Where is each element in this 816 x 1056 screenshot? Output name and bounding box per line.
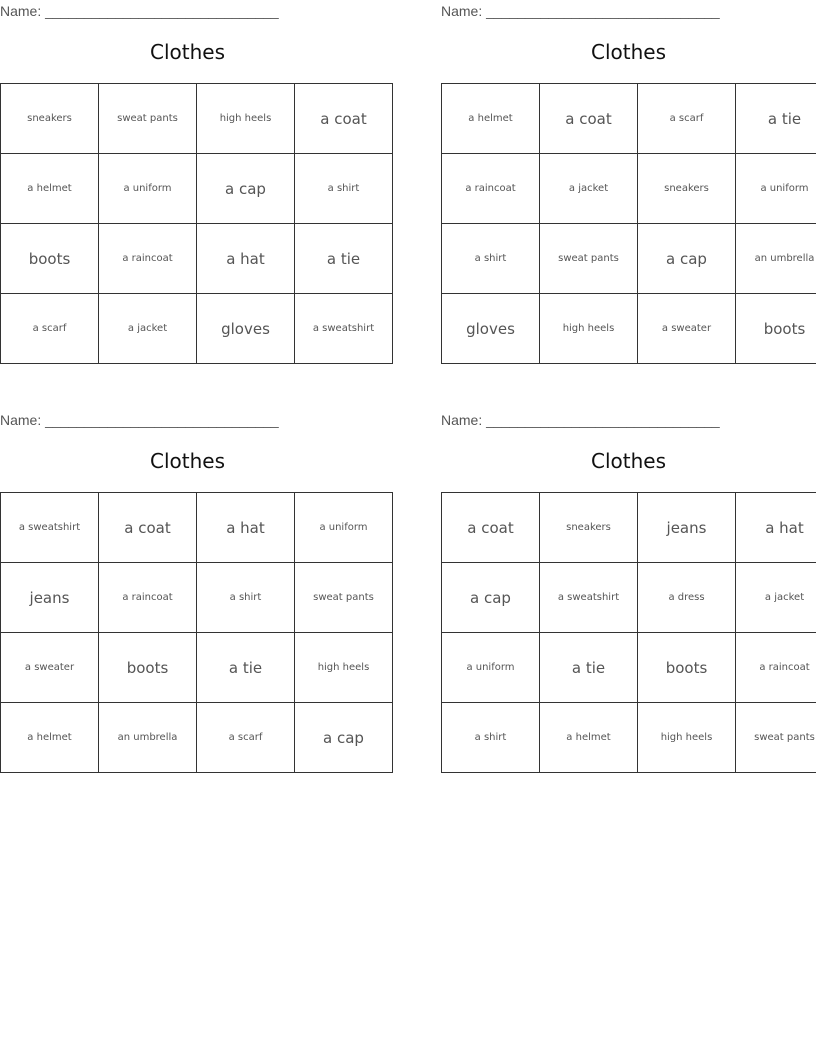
card-title: Clothes — [591, 449, 666, 473]
bingo-grid — [441, 492, 816, 773]
bingo-cell: a uniform — [736, 154, 816, 224]
bingo-row — [442, 84, 816, 154]
bingo-cell: a sweater — [1, 633, 99, 703]
bingo-cell: gloves — [442, 294, 540, 364]
bingo-cell: a helmet — [540, 703, 638, 773]
bingo-cell: sneakers — [540, 493, 638, 563]
bingo-cell: a coat — [540, 84, 638, 154]
bingo-cell: high heels — [197, 84, 295, 154]
bingo-cell: a helmet — [442, 84, 540, 154]
bingo-row — [1, 703, 393, 773]
bingo-cell: sweat pants — [99, 84, 197, 154]
bingo-row — [442, 493, 816, 563]
bingo-cell: a raincoat — [99, 224, 197, 294]
bingo-cell: boots — [1, 224, 99, 294]
bingo-cell: a sweatshirt — [1, 493, 99, 563]
bingo-cell: a helmet — [1, 154, 99, 224]
bingo-cell: a dress — [638, 563, 736, 633]
bingo-cell: boots — [99, 633, 197, 703]
bingo-row — [1, 224, 393, 294]
bingo-cell: a scarf — [197, 703, 295, 773]
bingo-cell: a coat — [99, 493, 197, 563]
bingo-cell: a scarf — [638, 84, 736, 154]
card-title: Clothes — [150, 449, 225, 473]
bingo-row — [442, 563, 816, 633]
bingo-cell: a uniform — [295, 493, 393, 563]
bingo-cell: a hat — [197, 224, 295, 294]
bingo-row — [442, 224, 816, 294]
bingo-cell: a helmet — [1, 703, 99, 773]
bingo-cell: a sweater — [638, 294, 736, 364]
bingo-row — [442, 154, 816, 224]
bingo-grid — [0, 492, 393, 773]
bingo-cell: a raincoat — [736, 633, 816, 703]
bingo-row — [1, 294, 393, 364]
bingo-row — [1, 84, 393, 154]
bingo-cell: a sweatshirt — [540, 563, 638, 633]
bingo-row — [442, 294, 816, 364]
name-field-label[interactable]: Name: ______________________________ — [441, 412, 720, 428]
bingo-cell: a shirt — [197, 563, 295, 633]
bingo-cell: a tie — [736, 84, 816, 154]
bingo-cell: a uniform — [99, 154, 197, 224]
bingo-grid — [0, 83, 393, 364]
bingo-cell: a shirt — [442, 703, 540, 773]
bingo-cell: a uniform — [442, 633, 540, 703]
bingo-cell: a hat — [197, 493, 295, 563]
bingo-cell: a jacket — [99, 294, 197, 364]
bingo-row — [1, 563, 393, 633]
card-title: Clothes — [150, 40, 225, 64]
bingo-cell: a tie — [540, 633, 638, 703]
bingo-row — [442, 703, 816, 773]
bingo-cell: a coat — [295, 84, 393, 154]
bingo-cell: sweat pants — [295, 563, 393, 633]
bingo-cell: sneakers — [1, 84, 99, 154]
bingo-cell: jeans — [1, 563, 99, 633]
card-title: Clothes — [591, 40, 666, 64]
bingo-cell: a cap — [295, 703, 393, 773]
name-field-label[interactable]: Name: ______________________________ — [0, 3, 279, 19]
bingo-cell: boots — [736, 294, 816, 364]
bingo-cell: jeans — [638, 493, 736, 563]
bingo-cell: high heels — [295, 633, 393, 703]
bingo-cell: a shirt — [295, 154, 393, 224]
bingo-cell: a hat — [736, 493, 816, 563]
bingo-cell: a shirt — [442, 224, 540, 294]
bingo-cell: high heels — [540, 294, 638, 364]
bingo-cell: a raincoat — [442, 154, 540, 224]
bingo-cell: a jacket — [540, 154, 638, 224]
bingo-cell: an umbrella — [99, 703, 197, 773]
bingo-row — [1, 493, 393, 563]
bingo-cell: a raincoat — [99, 563, 197, 633]
bingo-cell: sneakers — [638, 154, 736, 224]
bingo-cell: sweat pants — [736, 703, 816, 773]
bingo-cell: an umbrella — [736, 224, 816, 294]
bingo-cell: a cap — [197, 154, 295, 224]
bingo-row — [442, 633, 816, 703]
bingo-cell: a cap — [442, 563, 540, 633]
bingo-cell: a coat — [442, 493, 540, 563]
bingo-cell: a sweatshirt — [295, 294, 393, 364]
bingo-cell: boots — [638, 633, 736, 703]
bingo-cell: high heels — [638, 703, 736, 773]
bingo-row — [1, 154, 393, 224]
bingo-cell: sweat pants — [540, 224, 638, 294]
name-field-label[interactable]: Name: ______________________________ — [0, 412, 279, 428]
bingo-cell: a cap — [638, 224, 736, 294]
name-field-label[interactable]: Name: ______________________________ — [441, 3, 720, 19]
bingo-grid — [441, 83, 816, 364]
bingo-row — [1, 633, 393, 703]
bingo-cell: a tie — [295, 224, 393, 294]
bingo-cell: a jacket — [736, 563, 816, 633]
bingo-cell: a tie — [197, 633, 295, 703]
bingo-cell: a scarf — [1, 294, 99, 364]
bingo-cell: gloves — [197, 294, 295, 364]
